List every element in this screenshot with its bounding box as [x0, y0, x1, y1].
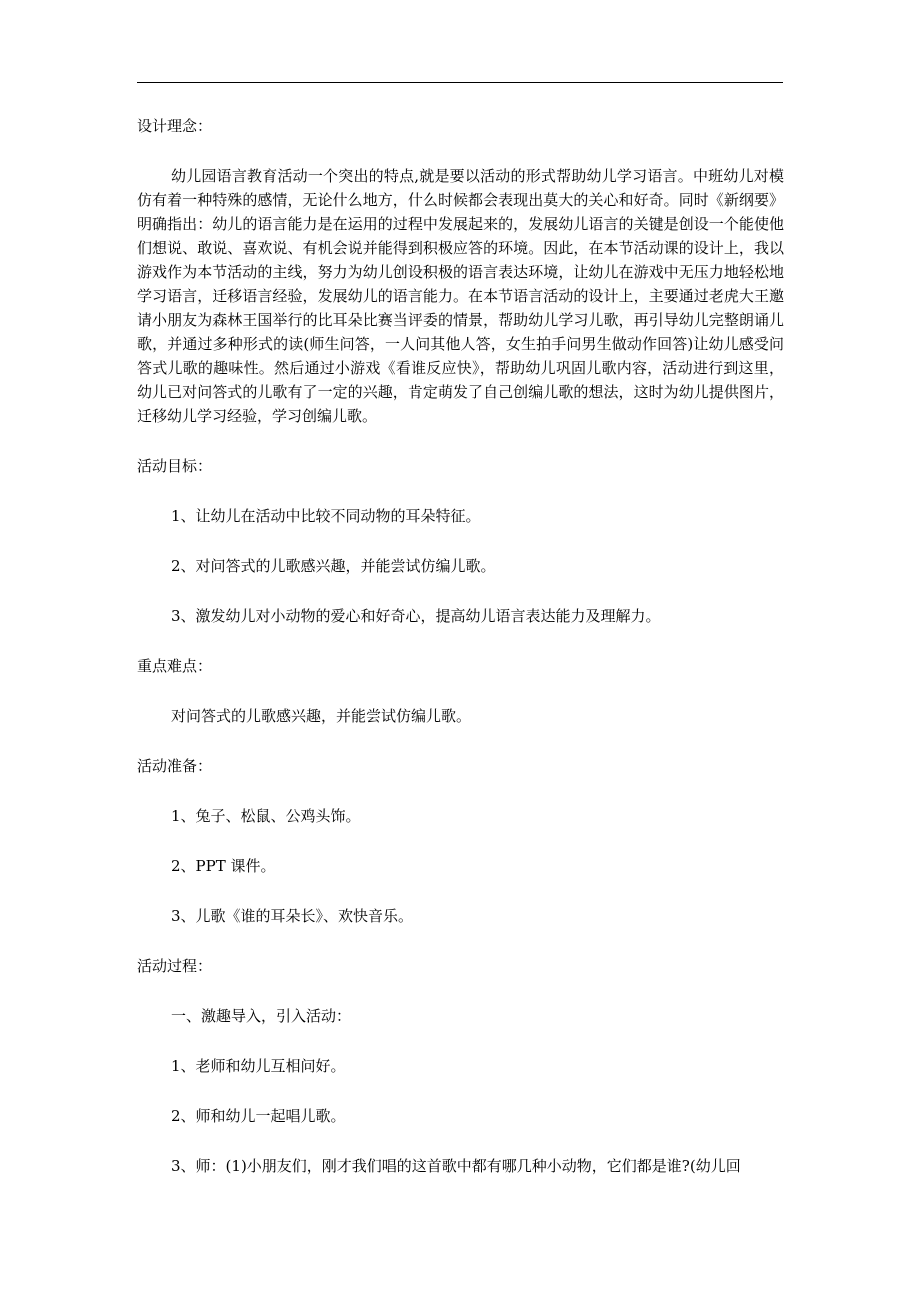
- process-item: 1、老师和幼儿互相问好。: [171, 1057, 346, 1075]
- preparation-item: 2、PPT 课件。: [171, 857, 276, 875]
- section-heading-design-concept: 设计理念：: [137, 117, 213, 135]
- key-points-text: 对问答式的儿歌感兴趣，并能尝试仿编儿歌。: [171, 707, 472, 725]
- process-item: 一、激趣导入，引入活动：: [171, 1007, 352, 1025]
- process-item: 2、师和幼儿一起唱儿歌。: [171, 1107, 346, 1125]
- objective-item: 3、激发幼儿对小动物的爱心和好奇心，提高幼儿语言表达能力及理解力。: [171, 607, 661, 625]
- process-item: 3、师：(1)小朋友们，刚才我们唱的这首歌中都有哪几种小动物，它们都是谁?(幼儿回: [171, 1157, 741, 1175]
- preparation-item: 1、兔子、松鼠、公鸡头饰。: [171, 807, 361, 825]
- preparation-item: 3、儿歌《谁的耳朵长》、欢快音乐。: [171, 907, 414, 925]
- section-heading-objectives: 活动目标：: [137, 457, 213, 475]
- document-body: [137, 114, 797, 1178]
- header-rule: [137, 82, 783, 83]
- objective-item: 1、让幼儿在活动中比较不同动物的耳朵特征。: [171, 507, 481, 525]
- section-heading-key-points: 重点难点：: [137, 657, 213, 675]
- objective-item: 2、对问答式的儿歌感兴趣，并能尝试仿编儿歌。: [171, 557, 496, 575]
- section-heading-preparation: 活动准备：: [137, 757, 213, 775]
- section-heading-process: 活动过程：: [137, 957, 213, 975]
- design-concept-paragraph: 幼儿园语言教育活动一个突出的特点,就是要以活动的形式帮助幼儿学习语言。中班幼儿对模仿有着一种特殊的感情，无论什么地方，什么时候都会表现出莫大的关心和好奇。同时《新纲要》明确指出：幼儿的语言能力是在运用的过程中发展起来的，发展幼儿语言的关键是创设一个能使他们想说、敢说、喜欢说、有机会说并能得到积极应答的环境。因此，在本节活动课的设计上，我以游戏作为本节活动的主线，努力为幼儿创设积极的语言表达环境，让幼儿在游戏中无压力地轻松地学习语言，迁移语言经验，发展幼儿的语言能力。在本节语言活动的设计上，主要通过老虎大王邀请小朋友为森林王国举行的比耳朵比赛当评委的情景，帮助幼儿学习儿歌，再引导幼儿完整朗诵儿歌，并通过多种形式的读(师生问答，一人问其他人答，女生拍手问男生做动作回答)让幼儿感受问答式儿歌的趣味性。然后通过小游戏《看谁反应快》，帮助幼儿巩固儿歌内容，活动进行到这里，幼儿已对问答式的儿歌有了一定的兴趣，肯定萌发了自己创编儿歌的想法，这时为幼儿提供图片，迁移幼儿学习经验，学习创编儿歌。: [137, 167, 784, 425]
